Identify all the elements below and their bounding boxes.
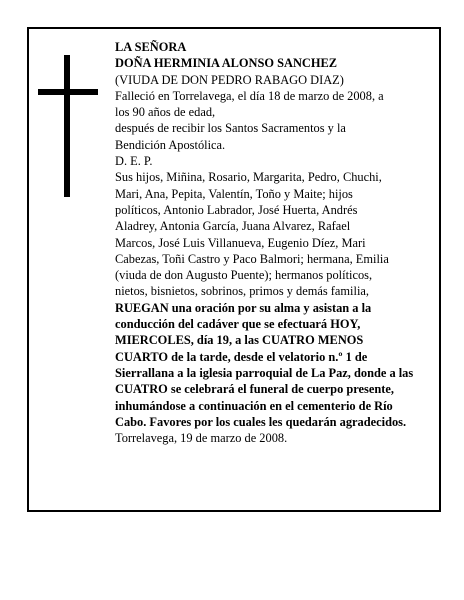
text-line: Cabo. Favores por los cuales les quedarán agradecidos. <box>115 414 407 429</box>
cross-horizontal-bar <box>38 89 98 95</box>
title-line: LA SEÑORA <box>115 40 187 54</box>
text-line: MIERCOLES, día 19, a las CUATRO MENOS <box>115 333 364 348</box>
text-line: CUARTO de la tarde, desde el velatorio n.º 1 de <box>115 349 368 364</box>
date-line: Torrelavega, 19 de marzo de 2008. <box>115 431 288 446</box>
widow-of-line: (VIUDA DE DON PEDRO RABAGO DIAZ) <box>115 72 344 87</box>
text-line: RUEGAN una oración por su alma y asistan a la <box>115 300 372 315</box>
latin-cross-icon <box>38 55 98 197</box>
text-line: inhumándose a continuación en el cementerio de Río <box>115 398 393 413</box>
text-line: Bendición Apostólica. <box>115 137 226 152</box>
deceased-name: DOÑA HERMINIA ALONSO SANCHEZ <box>115 56 338 71</box>
text-line: después de recibir los Santos Sacramentos y la <box>115 121 346 136</box>
text-line: Sus hijos, Miñina, Rosario, Margarita, Pedro, Chuchi, <box>115 170 382 185</box>
text-line: políticos, Antonio Labrador, José Huerta, Andrés <box>115 202 358 217</box>
text-line: Cabezas, Toñi Castro y Paco Balmori; hermana, Emilia <box>115 251 389 266</box>
text-line: Marcos, José Luis Villanueva, Eugenio Díez, Mari <box>115 235 366 250</box>
text-line: (viuda de don Augusto Puente); hermanos políticos, <box>115 268 373 283</box>
text-line: Falleció en Torrelavega, el día 18 de marzo de 2008, a <box>115 88 384 103</box>
text-line: Aladrey, Antonia García, Juana Alvarez, Rafael <box>115 219 351 234</box>
obituary-text <box>115 39 425 446</box>
text-line: nietos, bisnietos, sobrinos, primos y demás familia, <box>115 284 369 299</box>
text-line: Mari, Ana, Pepita, Valentín, Toño y Maite; hijos <box>115 186 353 201</box>
text-line: los 90 años de edad, <box>115 105 216 120</box>
text-line: conducción del cadáver que se efectuará HOY, <box>115 317 361 332</box>
cross-vertical-bar <box>64 55 70 197</box>
text-line: CUATRO se celebrará el funeral de cuerpo presente, <box>115 382 394 397</box>
rip-line: D. E. P. <box>115 154 153 169</box>
text-line: Sierrallana a la iglesia parroquial de La Paz, donde a las <box>115 365 414 380</box>
